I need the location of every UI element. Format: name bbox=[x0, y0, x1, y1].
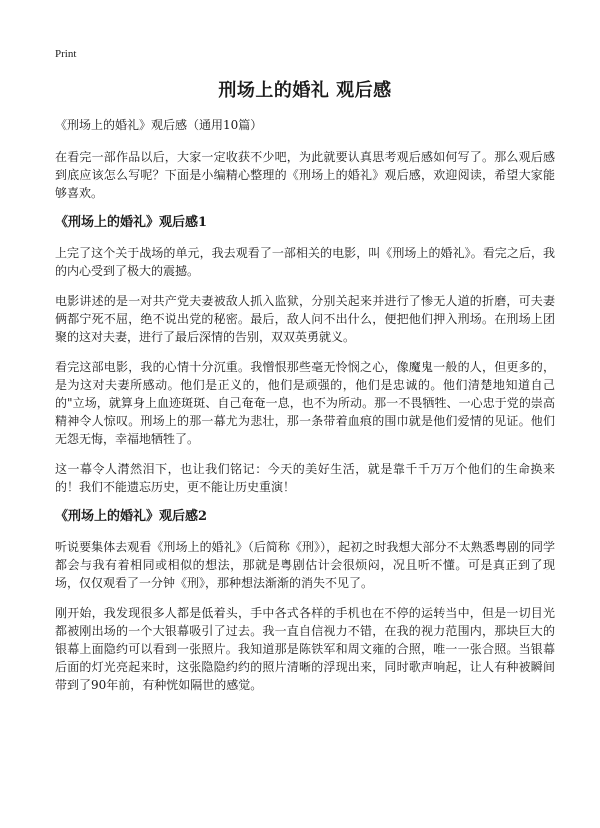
section-heading-1: 《刑场上的婚礼》观后感1 bbox=[55, 215, 208, 230]
intro-paragraph: 在看完一部作品以后，大家一定收获不少吧，为此就要认真思考观后感如何写了。那么观后感到底应该怎么写呢？下面是小编精心整理的《刑场上的婚礼》观后感，欢迎阅读，希望大家能够喜欢。 bbox=[55, 150, 555, 200]
paragraph: 这一幕令人潸然泪下，也让我们铭记：今天的美好生活，就是靠千千万万个他们的生命换来的！我们不能遗忘历史，更不能让历史重演！ bbox=[55, 462, 555, 494]
paragraph: 电影讲述的是一对共产党夫妻被敌人抓入监狱，分别关起来并进行了惨无人道的折磨，可夫妻俩都宁死不屈，绝不说出党的秘密。最后，敌人问不出什么，便把他们押入刑场。在刑场上团聚的这对夫妻，进行了最后深情的告别，双双英勇就义。 bbox=[55, 294, 555, 344]
document-body bbox=[55, 76, 555, 706]
paragraph: 看完这部电影，我的心情十分沉重。我憎恨那些毫无怜悯之心，像魔鬼一般的人，但更多的，是为这对夫妻所感动。他们是正义的，他们是顽强的，他们是忠诚的。他们清楚地知道自己的"立场，就算身上血迹斑斑、自己奄奄一息，也不为所动。那一不畏牺牲、一心忠于党的崇高精神令人惊叹。刑场上的那一幕尤为悲壮，那一条带着血痕的围巾就是他们爱情的见证。他们无怨无悔，幸福地牺牲了。 bbox=[55, 360, 555, 446]
paragraph: 听说要集体去观看《刑场上的婚礼》（后简称《刑》），起初之时我想大部分不太熟悉粤剧的同学都会与我有着相同或相似的想法，那就是粤剧估计会很烦闷，况且听不懂。可是真正到了现场，仅仅观看了一分钟《刑》，那种想法渐渐的消失不见了。 bbox=[55, 540, 555, 590]
section-heading-2: 《刑场上的婚礼》观后感2 bbox=[55, 509, 208, 524]
page-title: 刑场上的婚礼 观后感 bbox=[218, 80, 392, 101]
document-subtitle: 《刑场上的婚礼》观后感（通用10篇） bbox=[55, 118, 263, 132]
print-link[interactable]: Print bbox=[55, 48, 77, 60]
paragraph: 上完了这个关于战场的单元，我去观看了一部相关的电影，叫《刑场上的婚礼》。看完之后，我的内心受到了极大的震撼。 bbox=[55, 246, 555, 278]
paragraph: 刚开始，我发现很多人都是低着头，手中各式各样的手机也在不停的运转当中，但是一切目光都被刚出场的一个大银幕吸引了过去。我一直自信视力不错，在我的视力范围内，那块巨大的银幕上面隐约可以看到一张照片。我知道那是陈铁军和周文雍的合照，唯一一张合照。当银幕后面的灯光亮起来时，这张隐隐约约的照片清晰的浮现出来，同时歌声响起，让人有种被瞬间带到了90年前，有种恍如隔世的感觉。 bbox=[55, 606, 555, 692]
